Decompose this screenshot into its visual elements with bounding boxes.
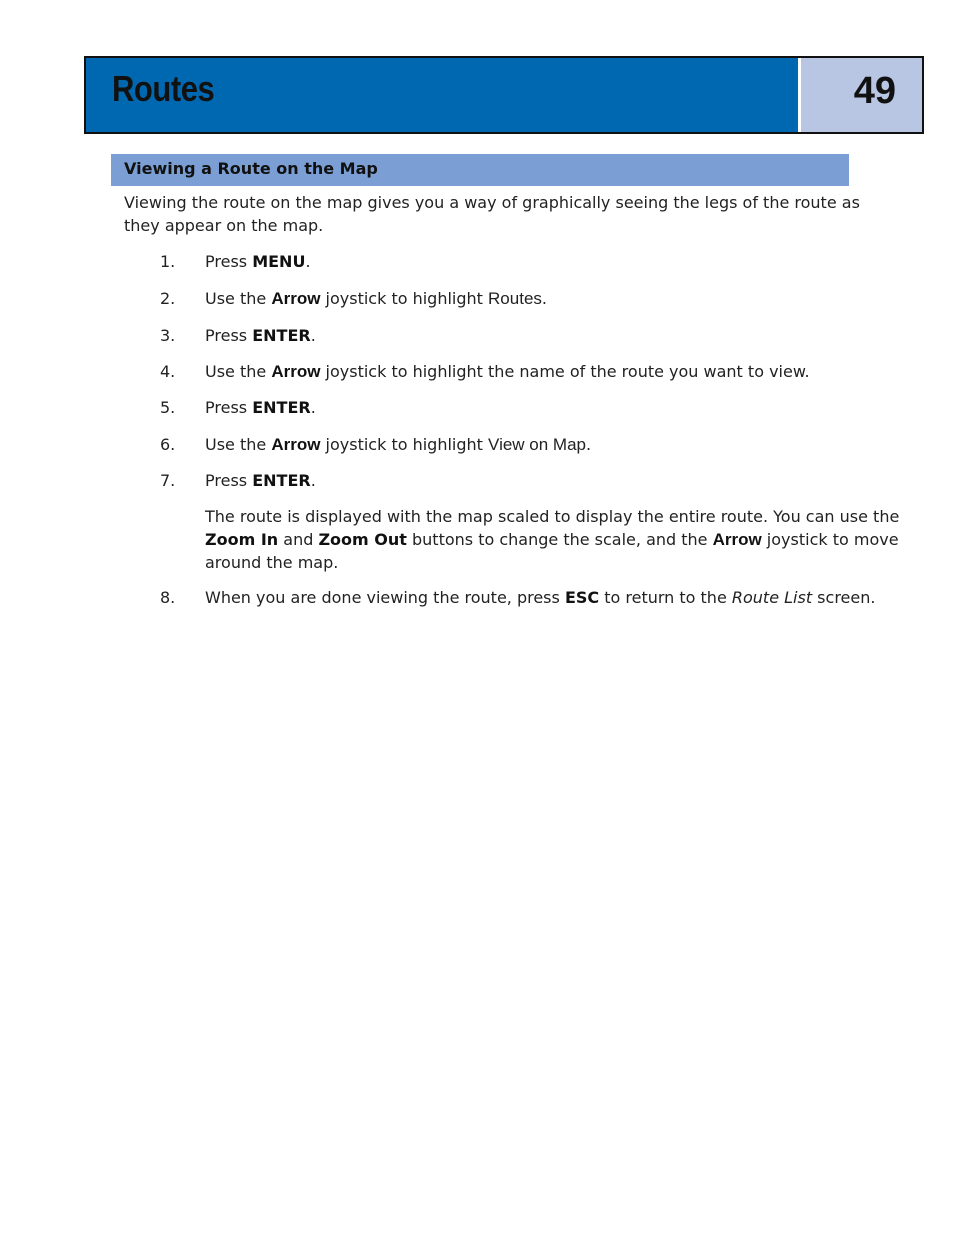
step-text: Use the Arrow joystick to highlight the name of the route you want to view. xyxy=(205,362,810,381)
header-page-box xyxy=(801,58,922,132)
key-name: Arrow xyxy=(271,289,321,308)
step-number: 1. xyxy=(160,252,176,271)
step-7-note: The route is displayed with the map scaled to display the entire route. You can use the Zoom In and Zoom Out buttons to change the scale, and the Arrow joystick to move around the map. xyxy=(205,507,900,572)
step-text: Use the Arrow joystick to highlight Routes. xyxy=(205,289,547,308)
step-number: 7. xyxy=(160,471,176,490)
key-name: Arrow xyxy=(271,435,321,454)
step-text: Press ENTER. xyxy=(205,326,316,345)
step-number: 6. xyxy=(160,435,176,454)
screen-name: Route List xyxy=(731,588,813,607)
step-number: 4. xyxy=(160,362,176,381)
header-title-box xyxy=(86,58,801,132)
zoom-out-key: Zoom Out xyxy=(318,530,407,549)
key-name: ENTER xyxy=(252,398,311,417)
step-number: 2. xyxy=(160,289,176,308)
key-name: Arrow xyxy=(271,362,321,381)
section-heading-bar xyxy=(111,154,849,186)
intro-paragraph: Viewing the route on the map gives you a way of graphically seeing the legs of the route as they appear on the map. xyxy=(124,193,860,235)
key-name: ENTER xyxy=(252,471,311,490)
key-name: ENTER xyxy=(252,326,311,345)
step-text: Press ENTER. xyxy=(205,471,316,490)
step-text: Press MENU. xyxy=(205,252,311,271)
zoom-in-key: Zoom In xyxy=(205,530,279,549)
page-header xyxy=(84,56,924,134)
step-text: Use the Arrow joystick to highlight View on Map. xyxy=(205,435,592,454)
step-number: 5. xyxy=(160,398,176,417)
chapter-title: Routes xyxy=(112,68,215,109)
step-number: 3. xyxy=(160,326,176,345)
key-name: MENU xyxy=(252,252,306,271)
step-text: Press ENTER. xyxy=(205,398,316,417)
menu-option: View on Map xyxy=(488,435,586,454)
page-number: 49 xyxy=(853,70,896,112)
menu-option: Routes xyxy=(488,289,542,308)
arrow-key: Arrow xyxy=(712,530,762,549)
key-name: ESC xyxy=(564,588,600,607)
step-number: 8. xyxy=(160,588,176,607)
step-text: When you are done viewing the route, press ESC to return to the Route List screen. xyxy=(205,588,876,607)
section-title: Viewing a Route on the Map xyxy=(124,159,378,178)
